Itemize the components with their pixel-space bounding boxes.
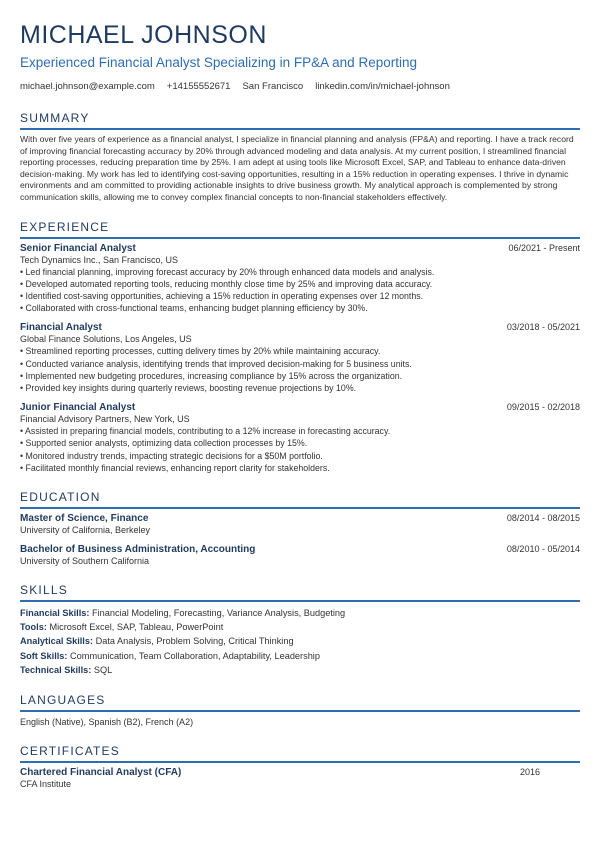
skill-row	[20, 649, 580, 663]
contact-phone[interactable]: +14155552671	[166, 81, 231, 92]
school-name: University of Southern California	[20, 556, 150, 566]
section-title: CERTIFICATES	[20, 744, 120, 759]
job-bullets	[20, 345, 580, 394]
section-divider	[20, 128, 580, 130]
list-item: • Implemented new budgeting procedures, increasing compliance by 15% across the organization.	[20, 370, 580, 382]
skill-label: Financial Skills:	[20, 608, 90, 618]
job-company: Global Finance Solutions, Los Angeles, US	[20, 334, 192, 345]
job-company: Financial Advisory Partners, New York, US	[20, 414, 190, 425]
skill-label: Analytical Skills:	[20, 636, 94, 647]
job-bullets	[20, 266, 580, 315]
skill-value: Microsoft Excel, SAP, Tableau, PowerPoint	[49, 622, 224, 633]
certificate-issuer: CFA Institute	[20, 779, 72, 790]
skill-value: Communication, Team Collaboration, Adaptability, Leadership	[70, 650, 320, 661]
list-item: • Supported senior analysts, optimizing data collection processes by 15%.	[20, 437, 580, 449]
job-dates: 06/2021 - Present	[508, 242, 580, 253]
candidate-name: MICHAEL JOHNSON	[20, 21, 267, 49]
summary-text: With over five years of experience as a financial analyst, I specialize in financial planning and analysis (FP&A) and reporting. I have a track record of improving financial forecasting accuracy by 20% through advanced modeling and data analysis. At my current position, I streamlined financial reporting processes, reducing preparation time by 25%. I am adept at using tools like Microsoft Excel, SAP, and Tableau to enhance data-driven decision-making. My work has led to identifying cost-saving opportunities, resulting in a 15% reduction in operating expenses. I thrive in dynamic environments and am committed to providing actionable insights to drive business growth. My analytical approach is complemented by strong communication skills, allowing me to convey complex financial concepts to non-financial stakeholders effectively.	[20, 134, 574, 202]
skills-section	[20, 582, 580, 677]
section-divider	[20, 237, 580, 239]
education-section	[20, 489, 580, 567]
skill-label: Tools:	[20, 622, 47, 633]
languages-text: English (Native), Spanish (B2), French (A2)	[20, 717, 194, 728]
job-title: Financial Analyst	[20, 322, 102, 334]
certificate-entry	[20, 767, 580, 790]
list-item: • Led financial planning, improving forecast accuracy by 20% through enhanced data models and analysis.	[20, 266, 580, 278]
list-item: • Facilitated monthly financial reviews, enhancing report clarity for stakeholders.	[20, 462, 580, 474]
contact-location: San Francisco	[242, 81, 304, 92]
education-entry	[20, 513, 580, 536]
summary-section	[20, 110, 580, 204]
certificates-section	[20, 743, 580, 790]
contact-linkedin[interactable]: linkedin.com/in/michael-johnson	[315, 81, 450, 92]
job-entry	[20, 322, 580, 394]
list-item: • Identified cost-saving opportunities, achieving a 15% reduction in operating expenses over 12 months.	[20, 290, 580, 302]
skill-label: Technical Skills:	[20, 664, 92, 675]
skill-row	[20, 634, 580, 648]
section-title: SKILLS	[20, 583, 68, 597]
list-item: • Developed automated reporting tools, reducing monthly close time by 25% and improving data accuracy.	[20, 278, 580, 290]
job-bullets	[20, 425, 580, 474]
headline: Experienced Financial Analyst Specializing in FP&A and Reporting	[20, 55, 417, 70]
experience-section	[20, 219, 580, 474]
section-title: SUMMARY	[20, 111, 90, 125]
job-dates: 09/2015 - 02/2018	[506, 402, 580, 413]
section-title: LANGUAGES	[20, 693, 106, 708]
school-name: University of California, Berkeley	[20, 525, 151, 535]
certificate-year: 2016	[519, 767, 540, 778]
skill-value: SQL	[93, 664, 113, 675]
job-entry	[20, 243, 580, 315]
list-item: • Assisted in preparing financial models, contributing to a 12% increase in forecasting accuracy.	[20, 425, 580, 437]
section-divider	[20, 600, 580, 602]
job-title: Senior Financial Analyst	[20, 242, 136, 254]
job-dates: 03/2018 - 05/2021	[506, 322, 580, 333]
certificate-name: Chartered Financial Analyst (CFA)	[20, 767, 182, 779]
job-entry	[20, 402, 580, 474]
list-item: • Provided key insights during quarterly reviews, boosting revenue projections by 10%.	[20, 382, 580, 394]
section-divider	[20, 761, 580, 763]
list-item: • Collaborated with cross-functional teams, enhancing budget planning efficiency by 30%.	[20, 302, 580, 314]
list-item: • Monitored industry trends, impacting strategic decisions for a $50M portfolio.	[20, 450, 580, 462]
skill-row	[20, 620, 580, 634]
section-divider	[20, 507, 580, 509]
degree-title: Master of Science, Finance	[20, 513, 149, 524]
list-item: • Conducted variance analysis, identifying trends that improved decision-making for 5 business units.	[20, 358, 580, 370]
contact-email[interactable]: michael.johnson@example.com	[20, 81, 155, 92]
skill-value: Data Analysis, Problem Solving, Critical Thinking	[95, 636, 294, 647]
skill-row	[20, 606, 580, 620]
section-title: EXPERIENCE	[20, 219, 110, 234]
contact-bar	[20, 81, 580, 92]
degree-title: Bachelor of Business Administration, Accounting	[20, 544, 256, 555]
job-company: Tech Dynamics Inc., San Francisco, US	[20, 254, 179, 265]
languages-section	[20, 692, 580, 728]
skill-value: Financial Modeling, Forecasting, Variance Analysis, Budgeting	[92, 608, 346, 618]
skill-row	[20, 663, 580, 677]
section-divider	[20, 710, 580, 712]
education-entry	[20, 544, 580, 567]
job-title: Junior Financial Analyst	[20, 402, 136, 414]
education-dates: 08/2014 - 08/2015	[506, 513, 580, 523]
education-dates: 08/2010 - 05/2014	[506, 544, 580, 554]
skill-label: Soft Skills:	[20, 650, 68, 661]
list-item: • Streamlined reporting processes, cutting delivery times by 20% while maintaining accuracy.	[20, 345, 580, 357]
section-title: EDUCATION	[20, 490, 101, 504]
